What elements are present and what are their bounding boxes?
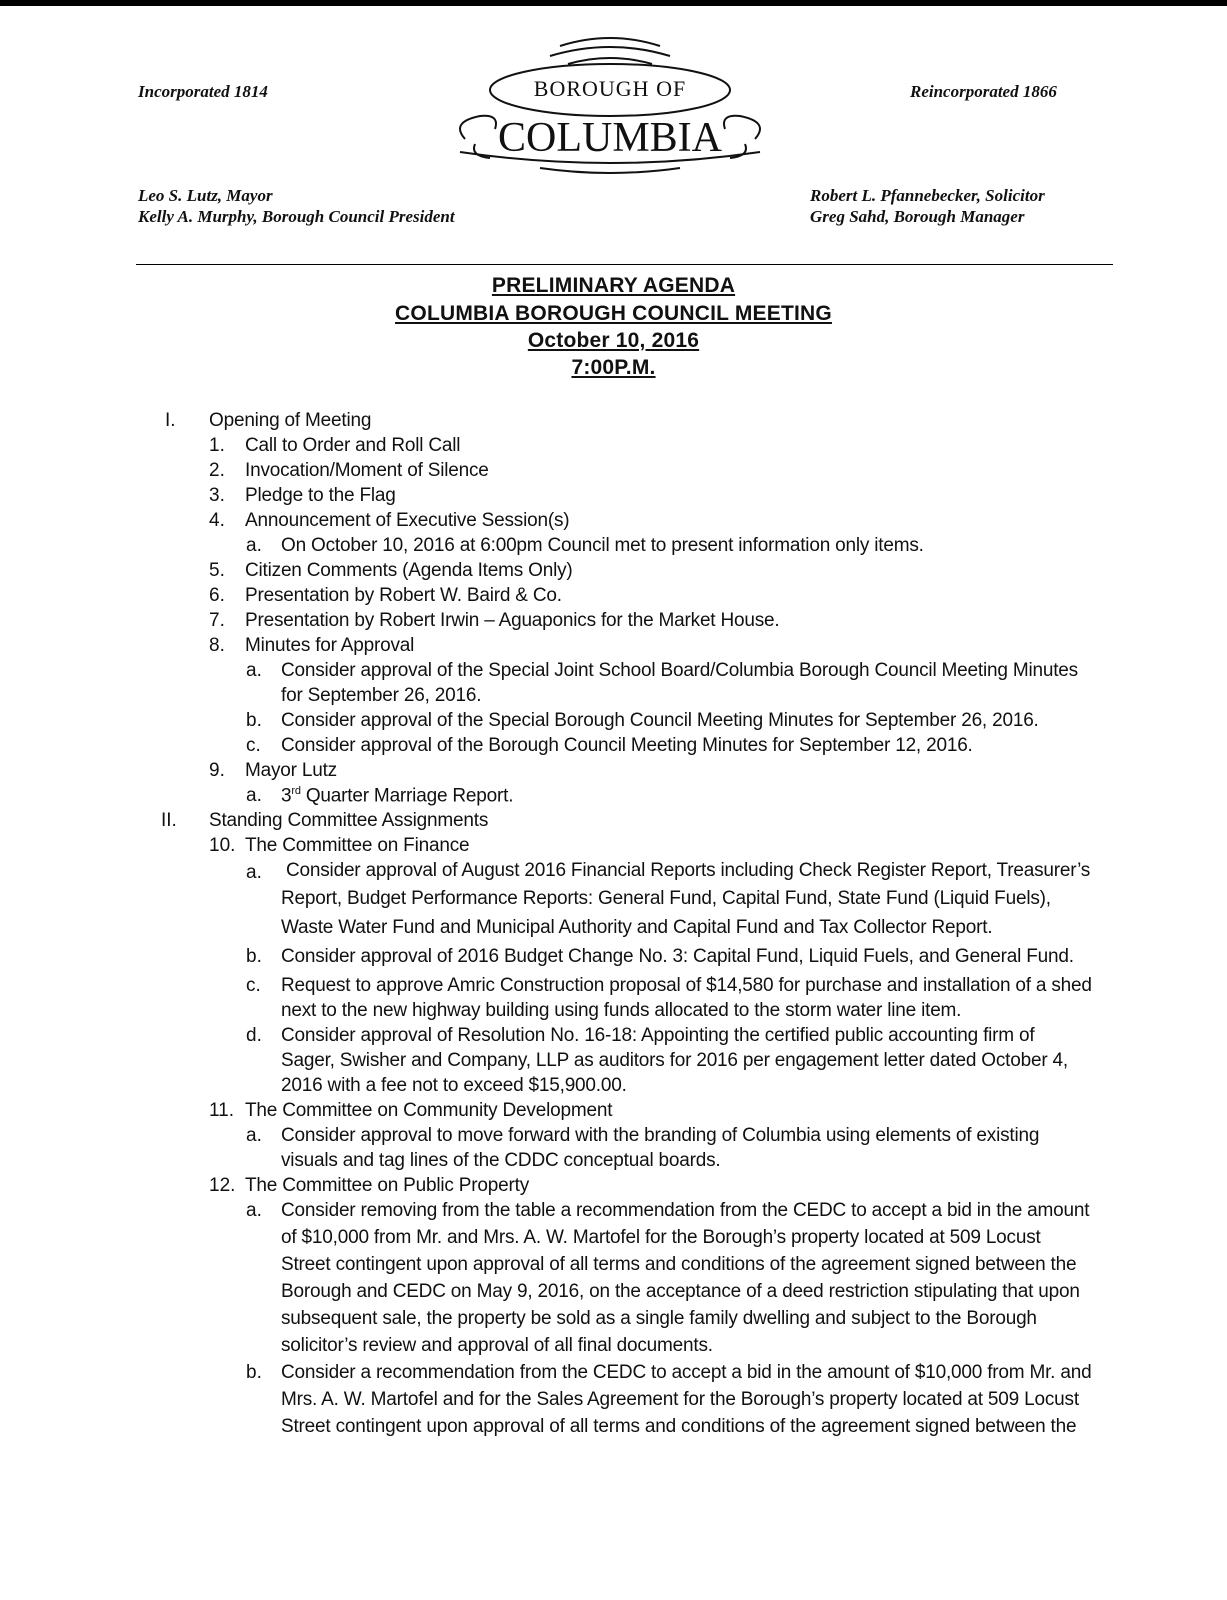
agenda-subitem: Consider a recommendation from the CEDC to accept a bid in the amount of $10,000 from Mr. and <box>281 1362 1092 1383</box>
item-number: 8. <box>209 635 225 656</box>
agenda-subitem: Consider approval of the Borough Council Meeting Minutes for September 12, 2016. <box>281 735 973 756</box>
subitem-marker: b. <box>246 710 262 731</box>
agenda-subitem: Consider approval of 2016 Budget Change No. 3: Capital Fund, Liquid Fuels, and General Fund. <box>281 946 1074 967</box>
item-number: 7. <box>209 610 225 631</box>
agenda-subitem-cont: for September 26, 2016. <box>281 685 482 706</box>
agenda-subitem-cont: Sager, Swisher and Company, LLP as auditors for 2016 per engagement letter dated October 4, <box>281 1050 1068 1071</box>
agenda-subitem-cont: 2016 with a fee not to exceed $15,900.00. <box>281 1075 627 1096</box>
agenda-subitem-cont: Mrs. A. W. Martofel and for the Sales Agreement for the Borough’s property located at 509 Locust <box>281 1389 1079 1410</box>
meeting-title: COLUMBIA BOROUGH COUNCIL MEETING <box>395 302 832 325</box>
subitem-marker: a. <box>246 1200 262 1221</box>
subitem-marker: d. <box>246 1025 262 1046</box>
agenda-item: The Committee on Community Development <box>245 1100 613 1121</box>
agenda-item: The Committee on Public Property <box>245 1175 529 1196</box>
subitem-marker: b. <box>246 1362 262 1383</box>
subitem-marker: a. <box>246 535 262 556</box>
agenda-subitem-cont: Street contingent upon approval of all terms and conditions of the agreement signed between the <box>281 1416 1077 1437</box>
agenda-item: Call to Order and Roll Call <box>245 435 461 456</box>
agenda-subitem-cont: subsequent sale, the property be sold as a single family dwelling and subject to the Borough <box>281 1308 1037 1329</box>
section-number: II. <box>161 810 177 831</box>
header-divider <box>136 264 1113 265</box>
mayor-name: Leo S. Lutz, Mayor <box>138 186 273 205</box>
solicitor-name: Robert L. Pfannebecker, Solicitor <box>810 186 1045 205</box>
ordinal-suffix: rd <box>291 785 301 797</box>
agenda-item: Mayor Lutz <box>245 760 337 781</box>
subitem-marker: c. <box>246 975 261 996</box>
agenda-subitem: Consider approval to move forward with the branding of Columbia using elements of existing <box>281 1125 1040 1146</box>
subitem-marker: b. <box>246 946 262 967</box>
item-number: 12. <box>209 1175 236 1196</box>
subitem-marker: c. <box>246 735 261 756</box>
agenda-subitem-cont: of $10,000 from Mr. and Mrs. A. W. Martofel for the Borough’s property located at 509 Locust <box>281 1227 1041 1248</box>
agenda-subitem: Consider approval of Resolution No. 16-18: Appointing the certified public accounting firm of <box>281 1025 1035 1046</box>
subitem-marker: a. <box>246 1125 262 1146</box>
logo-top-text: BOROUGH OF <box>533 76 687 101</box>
section-number: I. <box>165 410 176 431</box>
subitem-text: Quarter Marriage Report. <box>300 785 514 807</box>
agenda-subitem: On October 10, 2016 at 6:00pm Council met to present information only items. <box>281 535 924 556</box>
top-border <box>0 0 1227 6</box>
borough-manager-name: Greg Sahd, Borough Manager <box>810 207 1025 226</box>
agenda-item: Minutes for Approval <box>245 635 415 656</box>
ordinal-number: 3 <box>281 785 292 807</box>
item-number: 5. <box>209 560 225 581</box>
agenda-item: The Committee on Finance <box>245 835 470 856</box>
subitem-marker: a. <box>246 660 262 681</box>
item-number: 3. <box>209 485 225 506</box>
subitem-marker: a. <box>246 862 262 883</box>
agenda-subitem-cont: Report, Budget Performance Reports: General Fund, Capital Fund, State Fund (Liquid Fuels), <box>281 888 1051 909</box>
agenda-subitem: Consider approval of August 2016 Financial Reports including Check Register Report, Treasurer’s <box>286 860 1091 881</box>
reincorporated-text: Reincorporated 1866 <box>910 82 1057 101</box>
item-number: 1. <box>209 435 225 456</box>
item-number: 6. <box>209 585 225 606</box>
item-number: 2. <box>209 460 225 481</box>
agenda-subitem-cont: Borough and CEDC on May 9, 2016, on the acceptance of a deed restriction stipulating that upon <box>281 1281 1080 1302</box>
agenda-item: Citizen Comments (Agenda Items Only) <box>245 560 573 581</box>
incorporated-text: Incorporated 1814 <box>138 82 268 101</box>
agenda-item: Presentation by Robert W. Baird & Co. <box>245 585 562 606</box>
agenda-subitem: Request to approve Amric Construction proposal of $14,580 for purchase and installation of a shed <box>281 975 1092 996</box>
logo-main-text: COLUMBIA <box>497 115 723 161</box>
item-number: 4. <box>209 510 225 531</box>
agenda-title: PRELIMINARY AGENDA <box>491 274 736 297</box>
section-title: Standing Committee Assignments <box>209 810 489 831</box>
meeting-date: October 10, 2016 <box>527 329 700 352</box>
subitem-marker: a. <box>246 785 262 806</box>
agenda-subitem-cont: Street contingent upon approval of all terms and conditions of the agreement signed between the <box>281 1254 1077 1275</box>
agenda-item: Pledge to the Flag <box>245 485 396 506</box>
item-number: 9. <box>209 760 225 781</box>
borough-logo <box>440 24 780 174</box>
agenda-subitem-cont: next to the new highway building using funds allocated to the storm water line item. <box>281 1000 962 1021</box>
agenda-subitem-cont: solicitor’s review and approval of all final documents. <box>281 1335 713 1356</box>
item-number: 11. <box>209 1100 235 1121</box>
agenda-item: Invocation/Moment of Silence <box>245 460 489 481</box>
agenda-subitem <box>281 785 513 807</box>
council-president-name: Kelly A. Murphy, Borough Council President <box>138 207 455 226</box>
meeting-time: 7:00P.M. <box>571 356 656 379</box>
agenda-subitem: Consider approval of the Special Borough Council Meeting Minutes for September 26, 2016. <box>281 710 1039 731</box>
agenda-item: Presentation by Robert Irwin – Aguaponics for the Market House. <box>245 610 780 631</box>
item-number: 10. <box>209 835 236 856</box>
section-title: Opening of Meeting <box>209 410 372 431</box>
agenda-subitem-cont: visuals and tag lines of the CDDC conceptual boards. <box>281 1150 721 1171</box>
agenda-subitem: Consider removing from the table a recommendation from the CEDC to accept a bid in the amount <box>281 1200 1090 1221</box>
agenda-subitem-cont: Waste Water Fund and Municipal Authority and Capital Fund and Tax Collector Report. <box>281 917 993 938</box>
agenda-subitem: Consider approval of the Special Joint School Board/Columbia Borough Council Meeting Minutes <box>281 660 1078 681</box>
agenda-item: Announcement of Executive Session(s) <box>245 510 570 531</box>
